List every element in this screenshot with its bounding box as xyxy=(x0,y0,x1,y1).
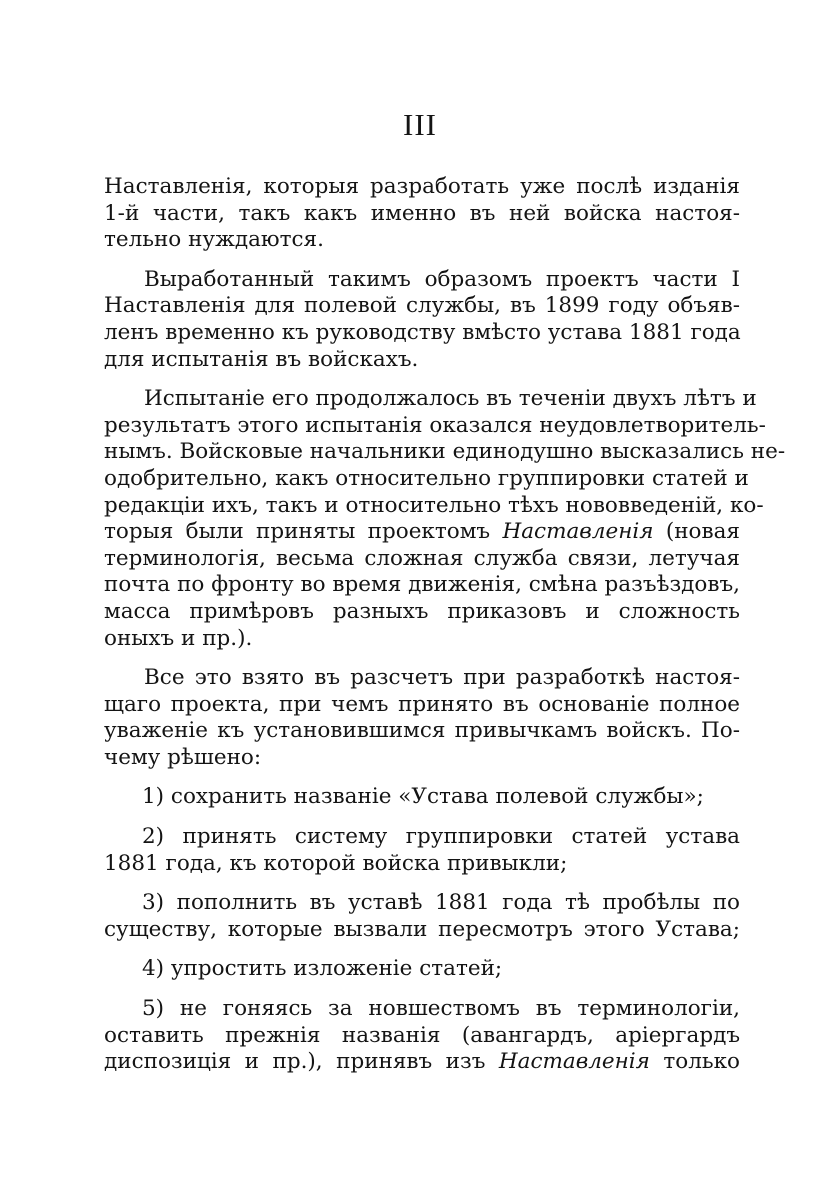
text-line xyxy=(104,1049,740,1076)
text-line: 1881 года, къ которой войска привыкли; xyxy=(104,850,568,876)
text-line: 3) пополнить въ уставѣ 1881 года тѣ пробѣлы по xyxy=(142,890,740,916)
text-fragment: торыя были приняты проектомъ xyxy=(104,519,491,545)
paragraph-1 xyxy=(104,174,740,254)
text-line: Наставленія, которыя разработать уже послѣ изданія xyxy=(104,174,740,199)
text-line: для испытанія въ войскахъ. xyxy=(104,346,419,372)
text-line: щаго проекта, при чемъ принято въ основаніе полное xyxy=(104,691,740,717)
list-item-5 xyxy=(104,996,740,1076)
text-line: 1) сохранить названіе «Устава полевой службы»; xyxy=(142,784,704,810)
text-line: 1-й части, такъ какъ именно въ ней войска настоя- xyxy=(104,200,740,226)
text-line: тельно нуждаются. xyxy=(104,227,324,253)
paragraph-2 xyxy=(104,267,740,373)
text-line: Все это взято въ разсчетъ при разработкѣ настоя- xyxy=(144,665,740,691)
paragraph-3 xyxy=(104,386,786,652)
paragraph-4 xyxy=(104,665,740,771)
list-item-3 xyxy=(104,890,740,943)
text-line: существу, которые вызвали пересмотръ этого Устава; xyxy=(104,916,740,942)
text-line: результатъ этого испытанія оказался неудовлетворитель- xyxy=(104,412,766,438)
italic-term: Наставленія xyxy=(502,519,654,545)
text-line: ленъ временно къ руководству вмѣсто устава 1881 года xyxy=(104,319,741,345)
text-line: 2) принять систему группировки статей устава xyxy=(142,824,740,850)
text-line: Наставленія для полевой службы, въ 1899 году объяв- xyxy=(104,293,740,319)
text-line: терминологія, весьма сложная служба связи, летучая xyxy=(104,545,740,571)
text-fragment: (новая xyxy=(665,519,740,545)
text-line: редакціи ихъ, такъ и относительно тѣхъ нововведеній, ко- xyxy=(104,492,764,518)
text-line: масса примѣровъ разныхъ приказовъ и сложность xyxy=(104,598,740,624)
page-number: III xyxy=(403,107,437,142)
text-line: чему рѣшено: xyxy=(104,744,262,770)
text-line xyxy=(104,519,740,546)
text-line: оставить прежнія названія (авангардъ, аріергардъ xyxy=(104,1022,740,1048)
text-line: одобрительно, какъ относительно группировки статей и xyxy=(104,465,749,491)
text-line: Выработанный такимъ образомъ проектъ части I xyxy=(144,266,740,292)
text-line: почта по фронту во время движенія, смѣна разъѣздовъ, xyxy=(104,572,740,598)
text-line: уваженіе къ установившимся привычкамъ войскъ. По- xyxy=(104,718,740,744)
text-line: 4) упростить изложеніе статей; xyxy=(142,956,503,982)
body-text xyxy=(104,174,786,1089)
list-item-2 xyxy=(104,824,740,877)
italic-term: Наставленія xyxy=(498,1049,650,1075)
text-fragment: только xyxy=(663,1049,740,1075)
text-line: нымъ. Войсковые начальники единодушно высказались не- xyxy=(104,439,786,465)
list-item-4 xyxy=(104,956,740,983)
text-fragment: диспозиція и пр.), принявъ изъ xyxy=(104,1049,486,1075)
text-line: Испытаніе его продолжалось въ теченіи двухъ лѣтъ и xyxy=(144,386,757,412)
list-item-1 xyxy=(104,784,740,811)
text-line: 5) не гоняясь за новшествомъ въ терминологіи, xyxy=(142,996,740,1022)
text-line: оныхъ и пр.). xyxy=(104,625,253,651)
